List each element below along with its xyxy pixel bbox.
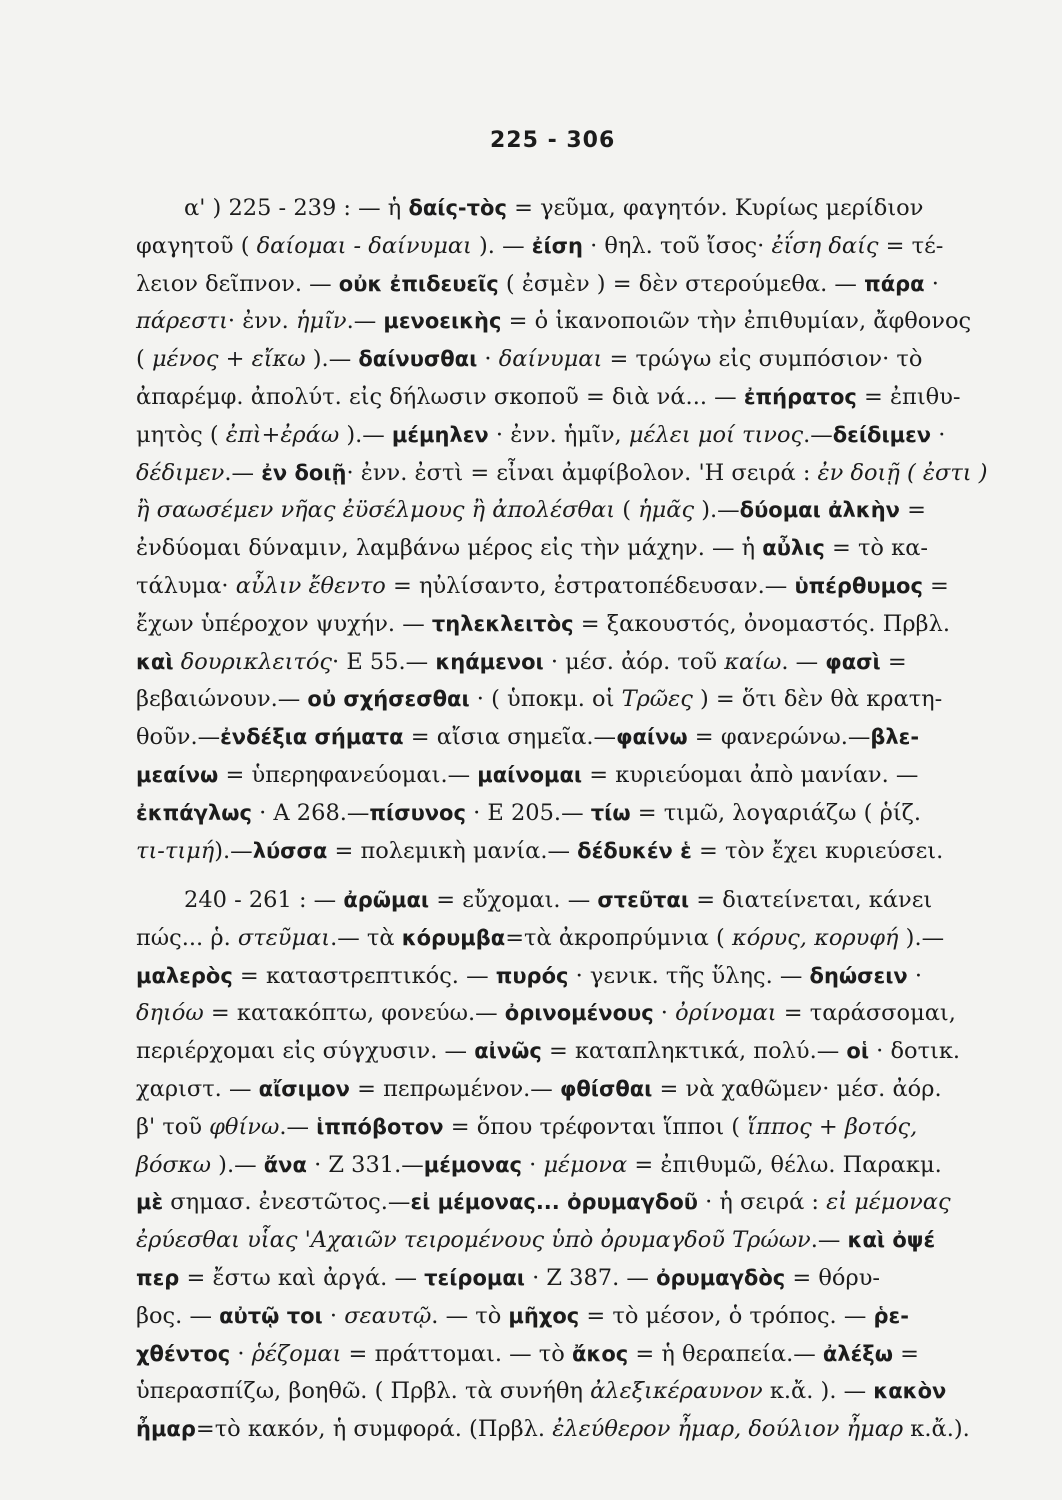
text-line: μητὸς ( ἐπὶ+ἐράω ).— μέμηλεν · ἐνν. ἡμῖν, μέλει μοί τινος.—δείδιμεν ·	[136, 421, 946, 448]
text-line: ἔχων ὑπέροχον ψυχήν. — τηλεκλειτὸς = ξακουστός, ὀνομαστός. Πρβλ.	[136, 610, 950, 637]
text-line: περ = ἔστω καὶ ἀργά. — τείρομαι · Ζ 387. — ὀρυμαγδὸς = θόρυ-	[136, 1264, 880, 1291]
text-line: ἐκπάγλως · Α 268.—πίσυνος · Ε 205.— τίω = τιμῶ, λογαριάζω ( ῥίζ.	[136, 799, 921, 826]
text-line: βεβαιώνουν.— οὐ σχήσεσθαι · ( ὑποκμ. οἱ Τρῶες ) = ὅτι δὲν θὰ κρατη-	[136, 686, 943, 713]
page-number: 225 - 306	[490, 128, 616, 153]
text-line: μεαίνω = ὑπερηφανεύομαι.— μαίνομαι = κυριεύομαι ἀπὸ μανίαν. —	[136, 761, 919, 788]
text-line: θοῦν.—ἐνδέξια σήματα = αἴσια σημεῖα.—φαίνω = φανερώνω.—βλε-	[136, 724, 920, 751]
text-line: δέδιμεν.— ἐν δοιῇ· ἐνν. ἐστὶ = εἶναι ἀμφίβολον. 'Η σειρά : ἐν δοιῇ ( ἐστι )	[136, 459, 988, 486]
text-line: βος. — αὐτῷ τοι · σεαυτῷ. — τὸ μῆχος = τὸ μέσον, ὁ τρόπος. — ῥε-	[136, 1302, 909, 1329]
text-line: χθέντος · ῥέζομαι = πράττομαι. — τὸ ἄκος = ἡ θεραπεία.— ἀλέξω =	[136, 1340, 919, 1367]
commentary-section-240-261	[136, 882, 991, 1449]
text-line: ἐνδύομαι δύναμιν, λαμβάνω μέρος εἰς τὴν μάχην. — ἡ αὖλις = τὸ κα-	[136, 535, 928, 562]
text-line: μαλερὸς = καταστρεπτικός. — πυρός · γενικ. τῆς ὕλης. — δηώσειν ·	[136, 962, 923, 989]
text-line: φαγητοῦ ( δαίομαι - δαίνυμαι ). — ἐίση · θηλ. τοῦ ἴσος· ἐΐση δαίς = τέ-	[136, 232, 944, 259]
text-line: ἦμαρ=τὸ κακόν, ἡ συμφορά. (Πρβλ. ἐλεύθερον ἦμαρ, δούλιον ἦμαρ κ.ἄ.).	[136, 1416, 970, 1443]
text-line: ἢ σαωσέμεν νῆας ἐϋσέλμους ἢ ἀπολέσθαι ( ἡμᾶς ).—δύομαι ἀλκὴν =	[136, 497, 926, 524]
text-line: ὑπερασπίζω, βοηθῶ. ( Πρβλ. τὰ συνήθη ἀλεξικέραυνον κ.ἄ. ). — κακὸν	[136, 1378, 947, 1405]
text-line: λειον δεῖπνον. — οὐκ ἐπιδευεῖς ( ἐσμὲν ) = δὲν στερούμεθα. — πάρα ·	[136, 270, 939, 297]
text-line: καὶ δουρικλειτός· Ε 55.— κηάμενοι · μέσ. ἀόρ. τοῦ καίω. — φασὶ =	[136, 648, 907, 675]
text-line: δηιόω = κατακόπτω, φονεύω.— ὀρινομένους · ὀρίνομαι = ταράσσομαι,	[136, 1000, 956, 1027]
text-line: πώς... ῥ. στεῦμαι.— τὰ κόρυμβα=τὰ ἀκροπρύμνια ( κόρυς, κορυφή ).—	[136, 924, 945, 951]
text-line: α' ) 225 - 239 : — ἡ δαίς-τὸς = γεῦμα, φαγητόν. Κυρίως μερίδιον	[184, 195, 924, 221]
text-line: τι-τιμή).—λύσσα = πολεμικὴ μανία.— δέδυκέν ἑ = τὸν ἔχει κυριεύσει.	[136, 837, 944, 864]
text-line: πάρεστι· ἐνν. ἡμῖν.— μενοεικὴς = ὁ ἱκανοποιῶν τὴν ἐπιθυμίαν, ἄφθονος	[136, 308, 972, 335]
text-line: περιέρχομαι εἰς σύγχυσιν. — αἰνῶς = καταπληκτικά, πολύ.— οἱ · δοτικ.	[136, 1038, 961, 1065]
text-line: β' τοῦ φθίνω.— ἱππόβοτον = ὅπου τρέφονται ἵπποι ( ἵππος + βοτός,	[136, 1113, 918, 1140]
text-line: βόσκω ).— ἄνα · Ζ 331.—μέμονας · μέμονα = ἐπιθυμῶ, θέλω. Παρακμ.	[136, 1151, 942, 1178]
commentary-paragraph	[136, 882, 991, 1449]
text-line: ( μένος + εἴκω ).— δαίνυσθαι · δαίνυμαι = τρώγω εἰς συμπόσιον· τὸ	[136, 346, 923, 373]
text-line: 240 - 261 : — ἀρῶμαι = εὔχομαι. — στεῦται = διατείνεται, κάνει	[184, 887, 933, 913]
text-line: χαριστ. — αἴσιμον = πεπρωμένον.— φθίσθαι = νὰ χαθῶμεν· μέσ. ἀόρ.	[136, 1075, 942, 1102]
text-line: ἀπαρέμφ. ἀπολύτ. εἰς δήλωσιν σκοποῦ = διὰ νά... — ἐπήρατος = ἐπιθυ-	[136, 383, 961, 410]
commentary-section-225-239	[136, 190, 991, 870]
text-line: ἐρύεσθαι υἷας 'Αχαιῶν τειρομένους ὑπὸ ὀρυμαγδοῦ Τρώων.— καὶ ὀψέ	[136, 1227, 936, 1254]
commentary-paragraph	[136, 190, 991, 870]
text-line: μὲ σημασ. ἐνεστῶτος.—εἰ μέμονας... ὀρυμαγδοῦ · ἡ σειρά : εἰ μέμονας	[136, 1189, 951, 1216]
text-line: τάλυμα· αὖλιν ἔθεντο = ηὐλίσαντο, ἐστρατοπέδευσαν.— ὑπέρθυμος =	[136, 572, 949, 599]
